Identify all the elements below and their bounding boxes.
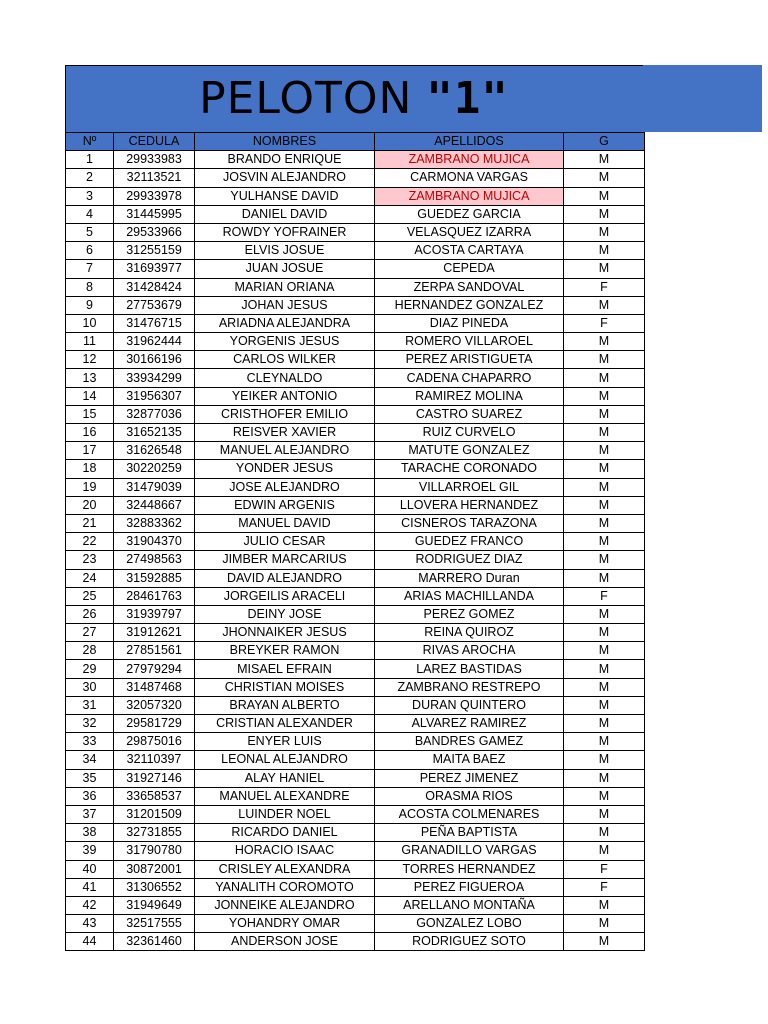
cell-cedula[interactable]: 31592885 [114, 569, 195, 587]
title-number: "1" [426, 73, 509, 124]
cell-apellidos[interactable]: MATUTE GONZALEZ [375, 442, 564, 460]
cell-gender[interactable]: M [564, 605, 645, 623]
cell-cedula[interactable]: 27753679 [114, 296, 195, 314]
cell-cedula[interactable]: 31445995 [114, 205, 195, 223]
cell-number[interactable]: 21 [66, 514, 114, 532]
cell-number[interactable]: 16 [66, 424, 114, 442]
cell-nombres[interactable]: DAVID ALEJANDRO [195, 569, 375, 587]
cell-nombres[interactable]: BRANDO ENRIQUE [195, 151, 375, 169]
cell-cedula[interactable]: 32877036 [114, 405, 195, 423]
cell-cedula[interactable]: 32448667 [114, 496, 195, 514]
cell-nombres[interactable]: YONDER JESUS [195, 460, 375, 478]
cell-apellidos[interactable]: LAREZ BASTIDAS [375, 660, 564, 678]
cell-apellidos[interactable]: GUEDEZ GARCIA [375, 205, 564, 223]
cell-gender[interactable]: M [564, 169, 645, 187]
cell-nombres[interactable]: YULHANSE DAVID [195, 187, 375, 205]
cell-number[interactable]: 2 [66, 169, 114, 187]
cell-apellidos[interactable]: CASTRO SUAREZ [375, 405, 564, 423]
cell-cedula[interactable]: 31479039 [114, 478, 195, 496]
cell-cedula[interactable]: 31927146 [114, 769, 195, 787]
table-row [66, 751, 645, 769]
cell-cedula[interactable]: 31912621 [114, 624, 195, 642]
cell-nombres[interactable]: YANALITH COROMOTO [195, 878, 375, 896]
cell-apellidos[interactable]: RIVAS AROCHA [375, 642, 564, 660]
cell-apellidos[interactable]: ZAMBRANO MUJICA [375, 187, 564, 205]
table-row [66, 169, 645, 187]
table-row [66, 787, 645, 805]
cell-apellidos[interactable]: RODRIGUEZ DIAZ [375, 551, 564, 569]
cell-apellidos[interactable]: ALVAREZ RAMIREZ [375, 715, 564, 733]
cell-gender[interactable]: M [564, 842, 645, 860]
cell-apellidos[interactable]: CISNEROS TARAZONA [375, 514, 564, 532]
cell-nombres[interactable]: JUAN JOSUE [195, 260, 375, 278]
cell-apellidos[interactable]: CARMONA VARGAS [375, 169, 564, 187]
cell-number[interactable]: 28 [66, 642, 114, 660]
table-row [66, 496, 645, 514]
table-row [66, 878, 645, 896]
cell-cedula[interactable]: 31939797 [114, 605, 195, 623]
cell-number[interactable]: 44 [66, 933, 114, 951]
cell-nombres[interactable]: JORGEILIS ARACELI [195, 587, 375, 605]
cell-cedula[interactable]: 31904370 [114, 533, 195, 551]
cell-number[interactable]: 4 [66, 205, 114, 223]
cell-apellidos[interactable]: PEREZ JIMENEZ [375, 769, 564, 787]
cell-nombres[interactable]: YORGENIS JESUS [195, 333, 375, 351]
cell-nombres[interactable]: JULIO CESAR [195, 533, 375, 551]
cell-nombres[interactable]: JONNEIKE ALEJANDRO [195, 896, 375, 914]
table-row [66, 205, 645, 223]
cell-gender[interactable]: M [564, 296, 645, 314]
cell-cedula[interactable]: 33934299 [114, 369, 195, 387]
table-row [66, 733, 645, 751]
cell-apellidos[interactable]: DURAN QUINTERO [375, 696, 564, 714]
cell-number[interactable]: 25 [66, 587, 114, 605]
cell-apellidos[interactable]: GUEDEZ FRANCO [375, 533, 564, 551]
cell-apellidos[interactable]: VILLARROEL GIL [375, 478, 564, 496]
cell-gender[interactable]: M [564, 205, 645, 223]
cell-gender[interactable]: M [564, 333, 645, 351]
cell-nombres[interactable]: DANIEL DAVID [195, 205, 375, 223]
cell-nombres[interactable]: MISAEL EFRAIN [195, 660, 375, 678]
table-row [66, 223, 645, 241]
cell-cedula[interactable]: 31956307 [114, 387, 195, 405]
cell-gender[interactable]: F [564, 878, 645, 896]
header-number[interactable]: Nº [66, 133, 114, 151]
cell-number[interactable]: 5 [66, 223, 114, 241]
cell-gender[interactable]: M [564, 424, 645, 442]
table-row [66, 296, 645, 314]
cell-cedula[interactable]: 32731855 [114, 824, 195, 842]
header-cedula[interactable]: CEDULA [114, 133, 195, 151]
cell-gender[interactable]: F [564, 278, 645, 296]
table-body [66, 151, 645, 951]
cell-cedula[interactable]: 30220259 [114, 460, 195, 478]
cell-cedula[interactable]: 33658537 [114, 787, 195, 805]
cell-number[interactable]: 8 [66, 278, 114, 296]
cell-nombres[interactable]: YEIKER ANTONIO [195, 387, 375, 405]
cell-gender[interactable]: M [564, 514, 645, 532]
cell-nombres[interactable]: RICARDO DANIEL [195, 824, 375, 842]
cell-nombres[interactable]: ALAY HANIEL [195, 769, 375, 787]
cell-cedula[interactable]: 32057320 [114, 696, 195, 714]
cell-nombres[interactable]: CHRISTIAN MOISES [195, 678, 375, 696]
table-row [66, 605, 645, 623]
cell-apellidos[interactable]: ROMERO VILLAROEL [375, 333, 564, 351]
cell-cedula[interactable]: 31790780 [114, 842, 195, 860]
table-row [66, 696, 645, 714]
cell-apellidos[interactable]: PEREZ GOMEZ [375, 605, 564, 623]
cell-cedula[interactable]: 30166196 [114, 351, 195, 369]
cell-nombres[interactable]: JOSVIN ALEJANDRO [195, 169, 375, 187]
cell-apellidos[interactable]: ORASMA RIOS [375, 787, 564, 805]
cell-nombres[interactable]: MANUEL ALEJANDRO [195, 442, 375, 460]
cell-number[interactable]: 40 [66, 860, 114, 878]
cell-gender[interactable]: M [564, 533, 645, 551]
cell-nombres[interactable]: JOHAN JESUS [195, 296, 375, 314]
cell-number[interactable]: 11 [66, 333, 114, 351]
cell-cedula[interactable]: 29933983 [114, 151, 195, 169]
cell-cedula[interactable]: 31201509 [114, 805, 195, 823]
cell-gender[interactable]: M [564, 496, 645, 514]
cell-apellidos[interactable]: ACOSTA CARTAYA [375, 242, 564, 260]
cell-cedula[interactable]: 31652135 [114, 424, 195, 442]
cell-gender[interactable]: M [564, 787, 645, 805]
cell-gender[interactable]: M [564, 260, 645, 278]
table-row [66, 933, 645, 951]
cell-cedula[interactable]: 32883362 [114, 514, 195, 532]
table-row [66, 842, 645, 860]
cell-gender[interactable]: M [564, 805, 645, 823]
cell-apellidos[interactable]: ARIAS MACHILLANDA [375, 587, 564, 605]
cell-apellidos[interactable]: BANDRES GAMEZ [375, 733, 564, 751]
cell-number[interactable]: 36 [66, 787, 114, 805]
cell-nombres[interactable]: ANDERSON JOSE [195, 933, 375, 951]
cell-gender[interactable]: M [564, 223, 645, 241]
cell-number[interactable]: 37 [66, 805, 114, 823]
cell-gender[interactable]: F [564, 314, 645, 332]
cell-gender[interactable]: M [564, 405, 645, 423]
cell-number[interactable]: 7 [66, 260, 114, 278]
cell-apellidos[interactable]: TORRES HERNANDEZ [375, 860, 564, 878]
cell-number[interactable]: 10 [66, 314, 114, 332]
cell-number[interactable]: 42 [66, 896, 114, 914]
table-row [66, 424, 645, 442]
cell-nombres[interactable]: REISVER XAVIER [195, 424, 375, 442]
cell-number[interactable]: 31 [66, 696, 114, 714]
cell-nombres[interactable]: EDWIN ARGENIS [195, 496, 375, 514]
table-row [66, 442, 645, 460]
cell-number[interactable]: 13 [66, 369, 114, 387]
cell-apellidos[interactable]: RODRIGUEZ SOTO [375, 933, 564, 951]
cell-number[interactable]: 20 [66, 496, 114, 514]
cell-gender[interactable]: M [564, 660, 645, 678]
cell-nombres[interactable]: CLEYNALDO [195, 369, 375, 387]
cell-apellidos[interactable]: LLOVERA HERNANDEZ [375, 496, 564, 514]
cell-apellidos[interactable]: PEREZ FIGUEROA [375, 878, 564, 896]
table-row [66, 242, 645, 260]
cell-nombres[interactable]: MANUEL DAVID [195, 514, 375, 532]
table-row [66, 460, 645, 478]
page-title [65, 65, 643, 132]
cell-gender[interactable]: M [564, 915, 645, 933]
table-row [66, 278, 645, 296]
cell-number[interactable]: 24 [66, 569, 114, 587]
cell-number[interactable]: 1 [66, 151, 114, 169]
cell-nombres[interactable]: CRISTIAN ALEXANDER [195, 715, 375, 733]
table-row [66, 678, 645, 696]
table-row [66, 387, 645, 405]
cell-gender[interactable]: M [564, 551, 645, 569]
table-row [66, 369, 645, 387]
cell-apellidos[interactable]: DIAZ PINEDA [375, 314, 564, 332]
table-row [66, 260, 645, 278]
cell-nombres[interactable]: CRISTHOFER EMILIO [195, 405, 375, 423]
cell-apellidos[interactable]: MARRERO Duran [375, 569, 564, 587]
cell-apellidos[interactable]: ARELLANO MONTAÑA [375, 896, 564, 914]
cell-gender[interactable]: M [564, 769, 645, 787]
cell-gender[interactable]: M [564, 569, 645, 587]
cell-cedula[interactable]: 29533966 [114, 223, 195, 241]
cell-apellidos[interactable]: PEÑA BAPTISTA [375, 824, 564, 842]
cell-number[interactable]: 26 [66, 605, 114, 623]
cell-nombres[interactable]: DEINY JOSE [195, 605, 375, 623]
cell-number[interactable]: 34 [66, 751, 114, 769]
cell-number[interactable]: 14 [66, 387, 114, 405]
cell-number[interactable]: 29 [66, 660, 114, 678]
cell-nombres[interactable]: MANUEL ALEXANDRE [195, 787, 375, 805]
cell-gender[interactable]: M [564, 696, 645, 714]
cell-apellidos[interactable]: GONZALEZ LOBO [375, 915, 564, 933]
cell-cedula[interactable]: 28461763 [114, 587, 195, 605]
cell-nombres[interactable]: YOHANDRY OMAR [195, 915, 375, 933]
cell-gender[interactable]: M [564, 933, 645, 951]
table-row [66, 314, 645, 332]
cell-number[interactable]: 43 [66, 915, 114, 933]
cell-gender[interactable]: M [564, 824, 645, 842]
header-nombres[interactable]: NOMBRES [195, 133, 375, 151]
cell-apellidos[interactable]: ZAMBRANO RESTREPO [375, 678, 564, 696]
cell-apellidos[interactable]: CEPEDA [375, 260, 564, 278]
table-row [66, 769, 645, 787]
cell-nombres[interactable]: ROWDY YOFRAINER [195, 223, 375, 241]
cell-gender[interactable]: F [564, 587, 645, 605]
cell-nombres[interactable]: BRAYAN ALBERTO [195, 696, 375, 714]
cell-nombres[interactable]: ENYER LUIS [195, 733, 375, 751]
cell-cedula[interactable]: 32113521 [114, 169, 195, 187]
table-row [66, 587, 645, 605]
cell-apellidos[interactable]: REINA QUIROZ [375, 624, 564, 642]
cell-cedula[interactable]: 31626548 [114, 442, 195, 460]
header-gender[interactable]: G [564, 133, 645, 151]
table-row [66, 624, 645, 642]
cell-number[interactable]: 30 [66, 678, 114, 696]
table-row [66, 642, 645, 660]
cell-nombres[interactable]: JOSE ALEJANDRO [195, 478, 375, 496]
cell-cedula[interactable]: 29933978 [114, 187, 195, 205]
cell-apellidos[interactable]: ZERPA SANDOVAL [375, 278, 564, 296]
cell-apellidos[interactable]: ACOSTA COLMENARES [375, 805, 564, 823]
cell-number[interactable]: 12 [66, 351, 114, 369]
cell-apellidos[interactable]: RAMIREZ MOLINA [375, 387, 564, 405]
cell-gender[interactable]: M [564, 187, 645, 205]
cell-cedula[interactable]: 27979294 [114, 660, 195, 678]
cell-number[interactable]: 18 [66, 460, 114, 478]
cell-cedula[interactable]: 27851561 [114, 642, 195, 660]
cell-apellidos[interactable]: MAITA BAEZ [375, 751, 564, 769]
cell-apellidos[interactable]: VELASQUEZ IZARRA [375, 223, 564, 241]
cell-nombres[interactable]: HORACIO ISAAC [195, 842, 375, 860]
cell-number[interactable]: 32 [66, 715, 114, 733]
cell-gender[interactable]: M [564, 733, 645, 751]
cell-gender[interactable]: M [564, 442, 645, 460]
cell-gender[interactable]: M [564, 351, 645, 369]
cell-gender[interactable]: M [564, 678, 645, 696]
cell-nombres[interactable]: ELVIS JOSUE [195, 242, 375, 260]
cell-cedula[interactable]: 31306552 [114, 878, 195, 896]
table-row [66, 514, 645, 532]
cell-gender[interactable]: M [564, 751, 645, 769]
cell-number[interactable]: 27 [66, 624, 114, 642]
cell-cedula[interactable]: 31476715 [114, 314, 195, 332]
cell-gender[interactable]: M [564, 242, 645, 260]
cell-cedula[interactable]: 31428424 [114, 278, 195, 296]
cell-apellidos[interactable]: PEREZ ARISTIGUETA [375, 351, 564, 369]
cell-apellidos[interactable]: TARACHE CORONADO [375, 460, 564, 478]
cell-apellidos[interactable]: CADENA CHAPARRO [375, 369, 564, 387]
cell-gender[interactable]: M [564, 896, 645, 914]
header-row [66, 133, 645, 151]
cell-nombres[interactable]: LEONAL ALEJANDRO [195, 751, 375, 769]
roster-table [65, 132, 645, 951]
table-row [66, 551, 645, 569]
cell-number[interactable]: 33 [66, 733, 114, 751]
cell-nombres[interactable]: CRISLEY ALEXANDRA [195, 860, 375, 878]
cell-apellidos[interactable]: ZAMBRANO MUJICA [375, 151, 564, 169]
cell-nombres[interactable]: CARLOS WILKER [195, 351, 375, 369]
cell-gender[interactable]: M [564, 460, 645, 478]
cell-number[interactable]: 6 [66, 242, 114, 260]
title-label: PELOTON [199, 73, 413, 124]
cell-number[interactable]: 19 [66, 478, 114, 496]
cell-cedula[interactable]: 32110397 [114, 751, 195, 769]
table-row [66, 896, 645, 914]
cell-gender[interactable]: M [564, 478, 645, 496]
cell-cedula[interactable]: 32517555 [114, 915, 195, 933]
cell-number[interactable]: 23 [66, 551, 114, 569]
table-row [66, 805, 645, 823]
cell-nombres[interactable]: LUINDER NOEL [195, 805, 375, 823]
cell-nombres[interactable]: MARIAN ORIANA [195, 278, 375, 296]
cell-number[interactable]: 3 [66, 187, 114, 205]
cell-cedula[interactable]: 29875016 [114, 733, 195, 751]
cell-cedula[interactable]: 32361460 [114, 933, 195, 951]
cell-number[interactable]: 22 [66, 533, 114, 551]
cell-number[interactable]: 9 [66, 296, 114, 314]
cell-gender[interactable]: M [564, 642, 645, 660]
table-row [66, 824, 645, 842]
cell-number[interactable]: 38 [66, 824, 114, 842]
cell-cedula[interactable]: 30872001 [114, 860, 195, 878]
cell-apellidos[interactable]: RUIZ CURVELO [375, 424, 564, 442]
cell-cedula[interactable]: 31255159 [114, 242, 195, 260]
cell-gender[interactable]: F [564, 860, 645, 878]
cell-nombres[interactable]: ARIADNA ALEJANDRA [195, 314, 375, 332]
cell-nombres[interactable]: BREYKER RAMON [195, 642, 375, 660]
cell-gender[interactable]: M [564, 624, 645, 642]
table-row [66, 569, 645, 587]
cell-apellidos[interactable]: HERNANDEZ GONZALEZ [375, 296, 564, 314]
table-row [66, 533, 645, 551]
cell-gender[interactable]: M [564, 387, 645, 405]
cell-nombres[interactable]: JHONNAIKER JESUS [195, 624, 375, 642]
cell-cedula[interactable]: 31949649 [114, 896, 195, 914]
cell-number[interactable]: 15 [66, 405, 114, 423]
table-row [66, 151, 645, 169]
cell-number[interactable]: 35 [66, 769, 114, 787]
cell-gender[interactable]: M [564, 369, 645, 387]
table-row [66, 333, 645, 351]
cell-apellidos[interactable]: GRANADILLO VARGAS [375, 842, 564, 860]
table-row [66, 478, 645, 496]
cell-cedula[interactable]: 29581729 [114, 715, 195, 733]
table-row [66, 187, 645, 205]
table-row [66, 405, 645, 423]
cell-gender[interactable]: M [564, 151, 645, 169]
cell-cedula[interactable]: 31962444 [114, 333, 195, 351]
cell-nombres[interactable]: JIMBER MARCARIUS [195, 551, 375, 569]
table-row [66, 915, 645, 933]
table-row [66, 351, 645, 369]
cell-gender[interactable]: M [564, 715, 645, 733]
cell-number[interactable]: 39 [66, 842, 114, 860]
cell-number[interactable]: 41 [66, 878, 114, 896]
cell-number[interactable]: 17 [66, 442, 114, 460]
cell-cedula[interactable]: 27498563 [114, 551, 195, 569]
table-row [66, 715, 645, 733]
table-row [66, 660, 645, 678]
cell-cedula[interactable]: 31487468 [114, 678, 195, 696]
table-row [66, 860, 645, 878]
header-apellidos[interactable]: APELLIDOS [375, 133, 564, 151]
cell-cedula[interactable]: 31693977 [114, 260, 195, 278]
